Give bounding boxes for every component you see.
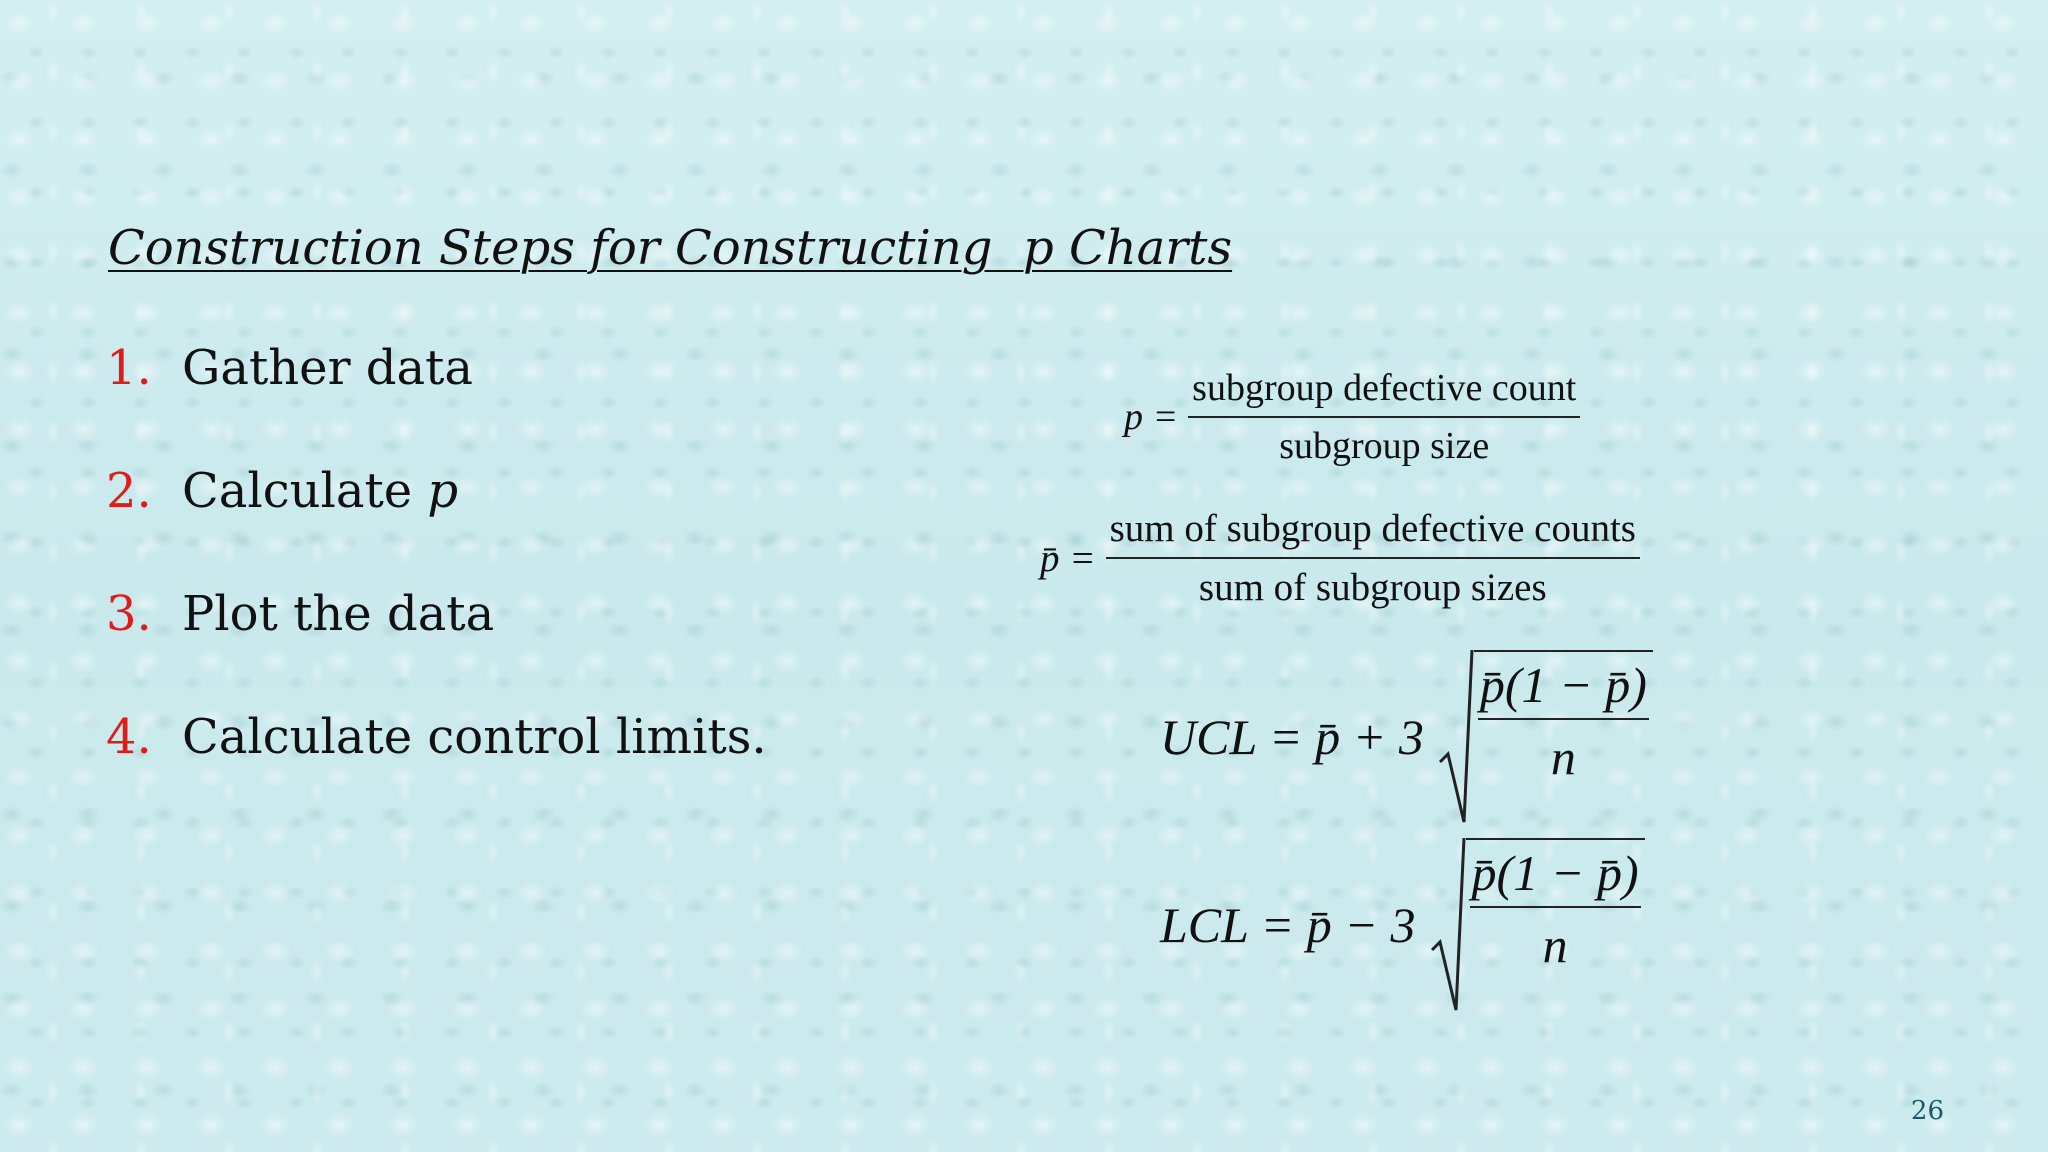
step-variable: p bbox=[427, 463, 459, 519]
denominator: n bbox=[1542, 917, 1568, 973]
denominator: subgroup size bbox=[1279, 425, 1490, 467]
steps-list bbox=[106, 340, 767, 832]
fraction bbox=[1188, 366, 1580, 468]
list-item bbox=[106, 709, 767, 832]
step-number: 3. bbox=[106, 586, 152, 642]
square-root bbox=[1438, 650, 1653, 824]
radicand bbox=[1466, 838, 1645, 1012]
formula-lhs: p̄ = bbox=[1040, 536, 1096, 580]
square-root bbox=[1430, 838, 1645, 1012]
formula-lcl bbox=[1160, 838, 1645, 1012]
step-text-main: Calculate bbox=[182, 463, 428, 519]
formula-lhs: p = bbox=[1124, 396, 1179, 438]
formula-lhs: UCL = p̄ + 3 bbox=[1160, 709, 1424, 765]
denominator: n bbox=[1550, 729, 1576, 785]
step-number: 4. bbox=[106, 709, 152, 765]
radicand bbox=[1474, 650, 1653, 824]
numerator: p̄(1 − p̄) bbox=[1470, 844, 1641, 908]
numerator: sum of subgroup defective counts bbox=[1106, 506, 1640, 559]
fraction bbox=[1106, 506, 1640, 610]
denominator: sum of subgroup sizes bbox=[1198, 566, 1547, 609]
list-item bbox=[106, 463, 767, 586]
list-item bbox=[106, 586, 767, 709]
step-text: Plot the data bbox=[182, 586, 495, 642]
step-number: 2. bbox=[106, 463, 152, 519]
slide-title: Construction Steps for Constructing p Charts bbox=[108, 220, 1233, 276]
formula-p bbox=[1124, 366, 1580, 468]
radical-sign-icon bbox=[1438, 650, 1474, 824]
formula-pbar bbox=[1040, 506, 1640, 610]
radical-sign-icon bbox=[1430, 838, 1466, 1012]
step-text bbox=[182, 463, 458, 519]
list-item bbox=[106, 340, 767, 463]
formula-lhs: LCL = p̄ − 3 bbox=[1160, 897, 1416, 953]
numerator: subgroup defective count bbox=[1188, 366, 1580, 418]
formula-ucl bbox=[1160, 650, 1653, 824]
step-text: Calculate control limits. bbox=[182, 709, 767, 765]
step-number: 1. bbox=[106, 340, 152, 396]
page-number: 26 bbox=[1910, 1096, 1944, 1126]
numerator: p̄(1 − p̄) bbox=[1478, 656, 1649, 720]
step-text: Gather data bbox=[182, 340, 474, 396]
